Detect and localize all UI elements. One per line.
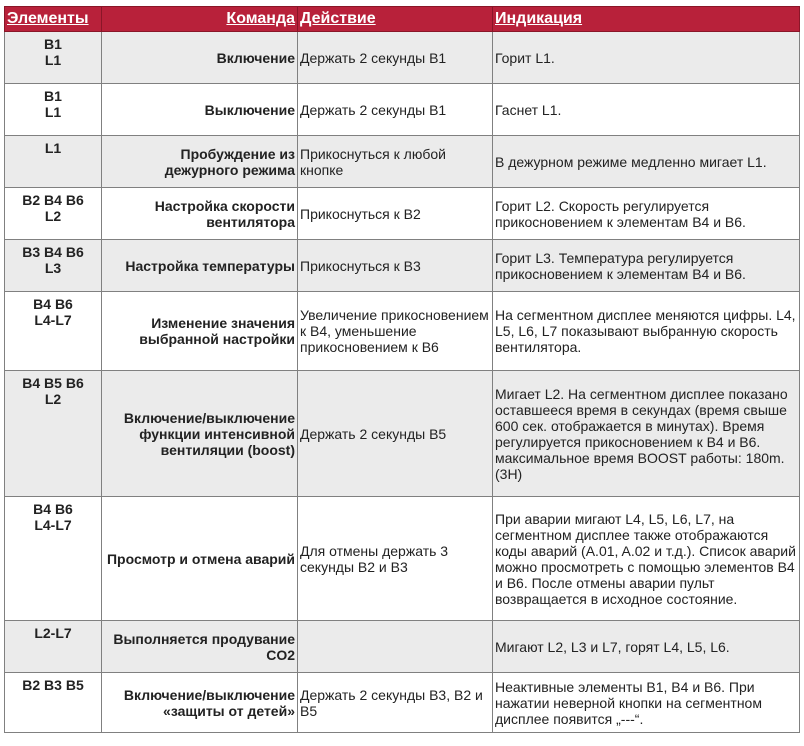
- cell-action: Прикоснуться к B3: [298, 240, 493, 292]
- cell-indication: Горит L3. Температура регулируется прикосновением к элементам B4 и B6.: [493, 240, 800, 292]
- table-header-row: [5, 7, 800, 32]
- cell-action: Держать 2 секунды B3, B2 и B5: [298, 673, 493, 733]
- cell-indication: Горит L2. Скорость регулируется прикосновением к элементам B4 и B6.: [493, 188, 800, 240]
- cell-action: Прикоснуться к B2: [298, 188, 493, 240]
- header-command: Команда: [102, 7, 298, 32]
- controls-table: [4, 6, 800, 733]
- cell-action: [298, 621, 493, 673]
- cell-command: Просмотр и отмена аварий: [102, 497, 298, 621]
- cell-action: Держать 2 секунды B1: [298, 84, 493, 136]
- table-row: [5, 240, 800, 292]
- header-elements: Элементы: [5, 7, 102, 32]
- header-action: Действие: [298, 7, 493, 32]
- table-row: [5, 497, 800, 621]
- cell-indication: В дежурном режиме медленно мигает L1.: [493, 136, 800, 188]
- cell-action: Держать 2 секунды B1: [298, 32, 493, 84]
- table-row: [5, 673, 800, 733]
- table-row: [5, 84, 800, 136]
- cell-elements: B3 B4 B6 L3: [5, 240, 102, 292]
- cell-elements: B2 B4 B6 L2: [5, 188, 102, 240]
- cell-indication: Мигают L2, L3 и L7, горят L4, L5, L6.: [493, 621, 800, 673]
- header-indication: Индикация: [493, 7, 800, 32]
- cell-command: Выполняется продувание CO2: [102, 621, 298, 673]
- table-row: [5, 32, 800, 84]
- cell-action: Прикоснуться к любой кнопке: [298, 136, 493, 188]
- table-row: [5, 371, 800, 497]
- cell-action: Держать 2 секунды B5: [298, 371, 493, 497]
- cell-indication: Горит L1.: [493, 32, 800, 84]
- cell-indication: Неактивные элементы B1, B4 и B6. При нажатии неверной кнопки на сегментном дисплее появится „---“.: [493, 673, 800, 733]
- table-row: [5, 136, 800, 188]
- cell-command: Выключение: [102, 84, 298, 136]
- cell-action: Для отмены держать 3 секунды B2 и B3: [298, 497, 493, 621]
- cell-command: Пробуждение из дежурного режима: [102, 136, 298, 188]
- cell-elements: B1 L1: [5, 32, 102, 84]
- cell-indication: На сегментном дисплее меняются цифры. L4, L5, L6, L7 показывают выбранную скорость вентилятора.: [493, 292, 800, 371]
- cell-elements: B4 B6 L4-L7: [5, 497, 102, 621]
- cell-elements: B2 B3 B5: [5, 673, 102, 733]
- cell-command: Включение/выключение функции интенсивной вентиляции (boost): [102, 371, 298, 497]
- cell-command: Включение: [102, 32, 298, 84]
- cell-indication: Гаснет L1.: [493, 84, 800, 136]
- cell-elements: B4 B5 B6 L2: [5, 371, 102, 497]
- cell-action: Увеличение прикосновением к B4, уменьшение прикосновением к B6: [298, 292, 493, 371]
- cell-elements: B1 L1: [5, 84, 102, 136]
- cell-indication: Мигает L2. На сегментном дисплее показано оставшееся время в секундах (время свыше 600 сек. отображается в минутах). Время регулируется прикосновением к B4 и B6. максимальное время BOOST работы: 180m. (3H): [493, 371, 800, 497]
- cell-elements: B4 B6 L4-L7: [5, 292, 102, 371]
- table-row: [5, 188, 800, 240]
- table-row: [5, 621, 800, 673]
- cell-indication: При аварии мигают L4, L5, L6, L7, на сегментном дисплее также отображаются коды аварий (A.01, A.02 и т.д.). Список аварий можно просмотреть с помощью элементов B4 и B6. После отмены аварии пульт возвращается в исходное состояние.: [493, 497, 800, 621]
- cell-command: Настройка скорости вентилятора: [102, 188, 298, 240]
- cell-command: Настройка температуры: [102, 240, 298, 292]
- cell-command: Изменение значения выбранной настройки: [102, 292, 298, 371]
- cell-elements: L2-L7: [5, 621, 102, 673]
- cell-elements: L1: [5, 136, 102, 188]
- cell-command: Включение/выключение «защиты от детей»: [102, 673, 298, 733]
- table-row: [5, 292, 800, 371]
